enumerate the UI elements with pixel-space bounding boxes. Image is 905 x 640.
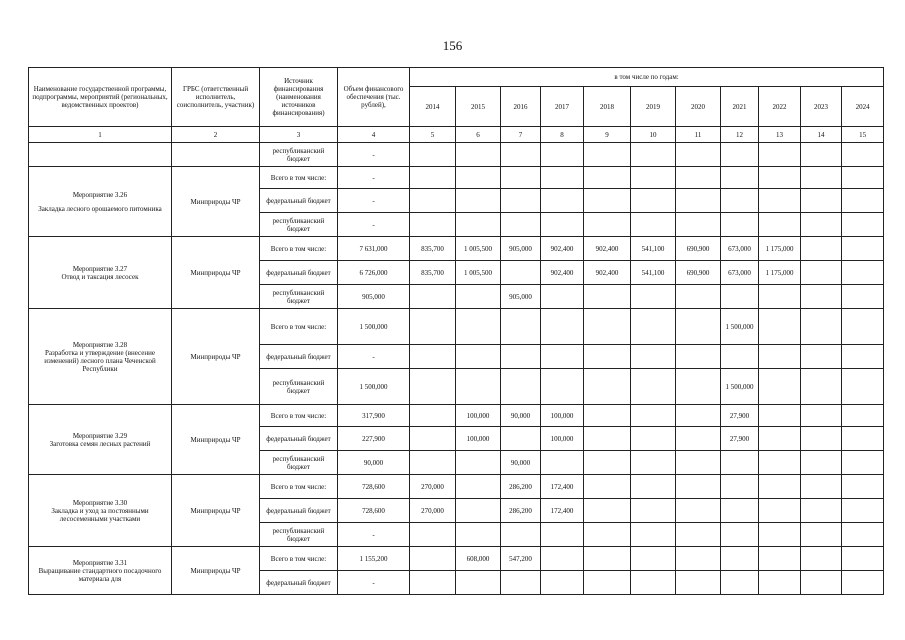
column-numbers-row xyxy=(29,127,884,143)
measure-description: Отвод и таксация лесосек xyxy=(61,272,139,281)
header-volume: Объем финансового обеспечения (тыс. рублей), xyxy=(338,68,410,127)
year-amount-cell: 100,000 xyxy=(456,427,501,451)
table-row xyxy=(29,547,884,571)
source-cell: Всего в том числе: xyxy=(260,309,338,345)
year-amount-cell xyxy=(501,261,541,285)
year-amount-cell: 270,000 xyxy=(410,475,456,499)
volume-cell: 1 500,000 xyxy=(338,309,410,345)
volume-cell: 7 631,000 xyxy=(338,237,410,261)
volume-cell: - xyxy=(338,345,410,369)
year-amount-cell: 673,000 xyxy=(721,261,759,285)
source-cell: республиканский бюджет xyxy=(260,143,338,167)
year-amount-cell: 902,400 xyxy=(541,237,584,261)
column-number: 10 xyxy=(631,127,676,143)
header-year: 2023 xyxy=(801,87,842,127)
volume-cell: - xyxy=(338,523,410,547)
volume-cell: 1 155,200 xyxy=(338,547,410,571)
source-cell: республиканский бюджет xyxy=(260,451,338,475)
source-cell: республиканский бюджет xyxy=(260,213,338,237)
year-amount-cell: 1 175,000 xyxy=(759,261,801,285)
year-amount-cell: 1 005,500 xyxy=(456,237,501,261)
year-amount-cell: 902,400 xyxy=(584,261,631,285)
source-cell: республиканский бюджет xyxy=(260,523,338,547)
source-cell: Всего в том числе: xyxy=(260,475,338,499)
source-cell: федеральный бюджет xyxy=(260,189,338,213)
page-number: 156 xyxy=(442,38,463,53)
volume-cell: - xyxy=(338,167,410,189)
measure-description: Заготовка семян лесных растений xyxy=(49,439,151,448)
source-cell: Всего в том числе: xyxy=(260,405,338,427)
table-row xyxy=(29,405,884,427)
grbs-cell: Минприроды ЧР xyxy=(172,167,260,237)
budget-table xyxy=(28,67,884,595)
measure-cell xyxy=(29,309,172,405)
source-cell: республиканский бюджет xyxy=(260,285,338,309)
column-number: 14 xyxy=(801,127,842,143)
volume-cell: - xyxy=(338,189,410,213)
header-source: Источник финансирования (наименования источников финансирования) xyxy=(260,68,338,127)
header-year: 2018 xyxy=(584,87,631,127)
volume-cell: - xyxy=(338,571,410,595)
header-year: 2015 xyxy=(456,87,501,127)
table-row xyxy=(29,167,884,189)
column-number: 1 xyxy=(29,127,172,143)
column-number: 13 xyxy=(759,127,801,143)
year-amount-cell: 172,400 xyxy=(541,499,584,523)
volume-cell: 728,600 xyxy=(338,475,410,499)
measure-description: Закладка и уход за постоянными лесосеменными участками xyxy=(51,506,149,523)
volume-cell: 728,600 xyxy=(338,499,410,523)
year-amount-cell: 902,400 xyxy=(584,237,631,261)
year-amount-cell: 1 005,500 xyxy=(456,261,501,285)
year-amount-cell: 1 500,000 xyxy=(721,369,759,405)
table-row xyxy=(29,143,884,167)
measure-title: Мероприятие 3.29 xyxy=(72,431,128,440)
measure-cell xyxy=(29,475,172,547)
year-amount-cell: 905,000 xyxy=(501,285,541,309)
header-grbs: ГРБС (ответственный исполнитель, соисполнитель, участник) xyxy=(172,68,260,127)
year-amount-cell: 690,900 xyxy=(676,261,721,285)
column-number: 4 xyxy=(338,127,410,143)
column-number: 9 xyxy=(584,127,631,143)
measure-description: Разработка и утверждение (внесение изменений) лесного плана Чеченской Республики xyxy=(44,348,156,373)
year-amount-cell: 835,700 xyxy=(410,237,456,261)
year-amount-cell: 608,000 xyxy=(456,547,501,571)
year-amount-cell: 541,100 xyxy=(631,237,676,261)
measure-cell xyxy=(29,547,172,595)
grbs-cell: Минприроды ЧР xyxy=(172,405,260,475)
year-amount-cell: 270,000 xyxy=(410,499,456,523)
header-year: 2024 xyxy=(842,87,884,127)
source-cell: Всего в том числе: xyxy=(260,547,338,571)
column-number: 8 xyxy=(541,127,584,143)
year-amount-cell: 100,000 xyxy=(541,405,584,427)
column-number: 15 xyxy=(842,127,884,143)
measure-title: Мероприятие 3.30 xyxy=(72,498,128,507)
measure-title: Мероприятие 3.26 xyxy=(72,190,128,199)
measure-title: Мероприятие 3.27 xyxy=(72,264,128,273)
grbs-cell: Минприроды ЧР xyxy=(172,309,260,405)
header-year: 2020 xyxy=(676,87,721,127)
column-number: 3 xyxy=(260,127,338,143)
volume-cell: 90,000 xyxy=(338,451,410,475)
measure-description: Выращивание стандартного посадочного материала для xyxy=(38,566,162,583)
source-cell: федеральный бюджет xyxy=(260,345,338,369)
column-number: 7 xyxy=(501,127,541,143)
volume-cell: 227,900 xyxy=(338,427,410,451)
header-year: 2022 xyxy=(759,87,801,127)
header-years-group: в том числе по годам: xyxy=(410,68,884,87)
volume-cell: 1 500,000 xyxy=(338,369,410,405)
source-cell: федеральный бюджет xyxy=(260,571,338,595)
year-amount-cell: 835,700 xyxy=(410,261,456,285)
year-amount-cell: 902,400 xyxy=(541,261,584,285)
table-row xyxy=(29,475,884,499)
year-amount-cell: 286,200 xyxy=(501,499,541,523)
year-amount-cell: 690,900 xyxy=(676,237,721,261)
year-amount-cell: 100,000 xyxy=(456,405,501,427)
year-amount-cell: 172,400 xyxy=(541,475,584,499)
measure-title: Мероприятие 3.28 xyxy=(72,340,128,349)
volume-cell: 6 726,000 xyxy=(338,261,410,285)
column-number: 2 xyxy=(172,127,260,143)
header-year: 2019 xyxy=(631,87,676,127)
header-name: Наименование государственной программы, подпрограммы, мероприятий (региональных, ведомственных проектов) xyxy=(29,68,172,127)
header-row xyxy=(29,68,884,87)
measure-title: Мероприятие 3.31 xyxy=(72,558,128,567)
measure-cell xyxy=(29,237,172,309)
table-row xyxy=(29,237,884,261)
column-number: 11 xyxy=(676,127,721,143)
year-amount-cell: 541,100 xyxy=(631,261,676,285)
measure-cell xyxy=(29,405,172,475)
year-amount-cell: 286,200 xyxy=(501,475,541,499)
grbs-cell: Минприроды ЧР xyxy=(172,547,260,595)
column-number: 6 xyxy=(456,127,501,143)
year-amount-cell: 27,900 xyxy=(721,405,759,427)
year-amount-cell: 90,000 xyxy=(501,451,541,475)
year-amount-cell: 90,000 xyxy=(501,405,541,427)
year-amount-cell: 100,000 xyxy=(541,427,584,451)
year-amount-cell: 905,000 xyxy=(501,237,541,261)
header-year: 2017 xyxy=(541,87,584,127)
table-row xyxy=(29,309,884,345)
header-year: 2021 xyxy=(721,87,759,127)
column-number: 12 xyxy=(721,127,759,143)
header-year: 2016 xyxy=(501,87,541,127)
volume-cell: 905,000 xyxy=(338,285,410,309)
grbs-cell: Минприроды ЧР xyxy=(172,237,260,309)
source-cell: федеральный бюджет xyxy=(260,427,338,451)
source-cell: Всего в том числе: xyxy=(260,237,338,261)
volume-cell: 317,900 xyxy=(338,405,410,427)
year-amount-cell: 673,000 xyxy=(721,237,759,261)
source-cell: федеральный бюджет xyxy=(260,261,338,285)
year-amount-cell: 1 500,000 xyxy=(721,309,759,345)
year-amount-cell: 1 175,000 xyxy=(759,237,801,261)
source-cell: Всего в том числе: xyxy=(260,167,338,189)
volume-cell: - xyxy=(338,213,410,237)
measure-description: Закладка лесного орошаемого питомника xyxy=(38,204,162,213)
measure-cell xyxy=(29,167,172,237)
source-cell: федеральный бюджет xyxy=(260,499,338,523)
column-number: 5 xyxy=(410,127,456,143)
source-cell: республиканский бюджет xyxy=(260,369,338,405)
grbs-cell: Минприроды ЧР xyxy=(172,475,260,547)
year-amount-cell: 547,200 xyxy=(501,547,541,571)
volume-cell: - xyxy=(338,143,410,167)
header-year: 2014 xyxy=(410,87,456,127)
year-amount-cell: 27,900 xyxy=(721,427,759,451)
